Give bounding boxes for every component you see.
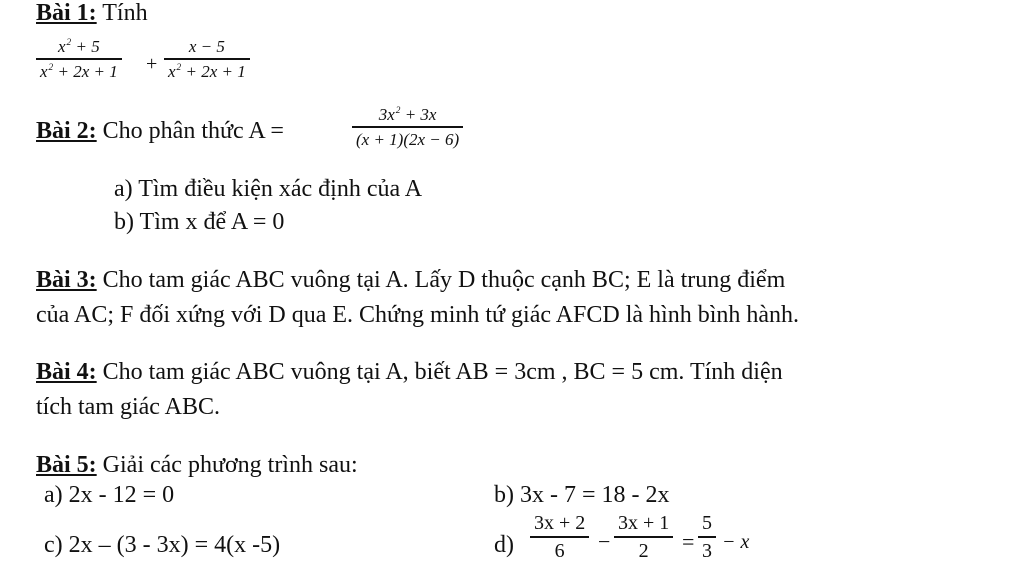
exercise-1-heading: Bài 1: [36, 0, 97, 26]
exercise-2-title [36, 116, 284, 146]
exercise-2-part-a: a) Tìm điều kiện xác định của A [114, 176, 423, 202]
exercise-5-part-b: b) 3x - 7 = 18 - 2x [494, 482, 670, 508]
exercise-1-fraction-2 [164, 38, 250, 80]
exercise-2-part-b: b) Tìm x để A = 0 [114, 209, 285, 235]
minus-x-term: − x [722, 531, 750, 553]
equals-sign: = [682, 529, 695, 554]
fraction-numerator: x − 5 [188, 37, 225, 56]
fraction-denominator: $x^2 + 2x + 1$ [168, 61, 246, 81]
exercise-2-text: Cho phân thức A = [96, 118, 284, 144]
exercise-1-title [36, 0, 148, 28]
fraction-numerator: $x^2 + 5$ [58, 37, 100, 56]
plus-sign: + [146, 53, 158, 75]
exercise-5-d-fraction-1 [530, 513, 589, 561]
exercise-4-line-2: tích tam giác ABC. [36, 394, 220, 420]
exercise-5-heading: Bài 5: [36, 452, 97, 478]
exercise-2-heading: Bài 2: [36, 118, 97, 144]
exercise-3-line-2: của AC; F đối xứng với D qua E. Chứng minh tứ giác AFCD là hình bình hành. [36, 302, 800, 328]
exercise-5-part-d-label: d) [494, 532, 514, 558]
exercise-5-title [36, 450, 358, 480]
fraction-numerator: 5 [702, 512, 712, 534]
fraction-numerator: 3x + 1 [618, 512, 670, 534]
exercise-1-text: Tính [96, 0, 148, 26]
fraction-denominator: 3 [702, 539, 712, 562]
fraction-denominator: 6 [554, 539, 565, 562]
exercise-3-heading: Bài 3: [36, 267, 97, 293]
fraction-denominator: $x^2 + 2x + 1$ [40, 61, 118, 81]
exercise-3-text: Cho tam giác ABC vuông tại A. Lấy D thuộc cạnh BC; E là trung điểm [96, 267, 786, 293]
exercise-4-line-1 [36, 357, 783, 387]
exercise-2-fraction [352, 106, 463, 148]
exercise-4-heading: Bài 4: [36, 359, 97, 385]
fraction-numerator: $3x^2 + 3x$ [378, 105, 437, 124]
exercise-5-d-fraction-3 [698, 513, 716, 561]
exercise-1-fraction-1 [36, 38, 122, 80]
exercise-5-part-a: a) 2x - 12 = 0 [44, 482, 175, 508]
exercise-5-text: Giải các phương trình sau: [96, 452, 358, 478]
fraction-denominator: (x + 1)(2x − 6) [356, 129, 460, 149]
exercise-4-text: Cho tam giác ABC vuông tại A, biết AB = 3cm , BC = 5 cm. Tính diện [96, 359, 783, 385]
exercise-3-line-1 [36, 265, 785, 295]
fraction-numerator: 3x + 2 [534, 512, 586, 534]
exercise-5-d-fraction-2 [614, 513, 673, 561]
exercise-5-part-c: c) 2x – (3 - 3x) = 4(x -5) [44, 532, 281, 558]
fraction-denominator: 2 [638, 539, 649, 562]
minus-sign: − [598, 529, 611, 554]
